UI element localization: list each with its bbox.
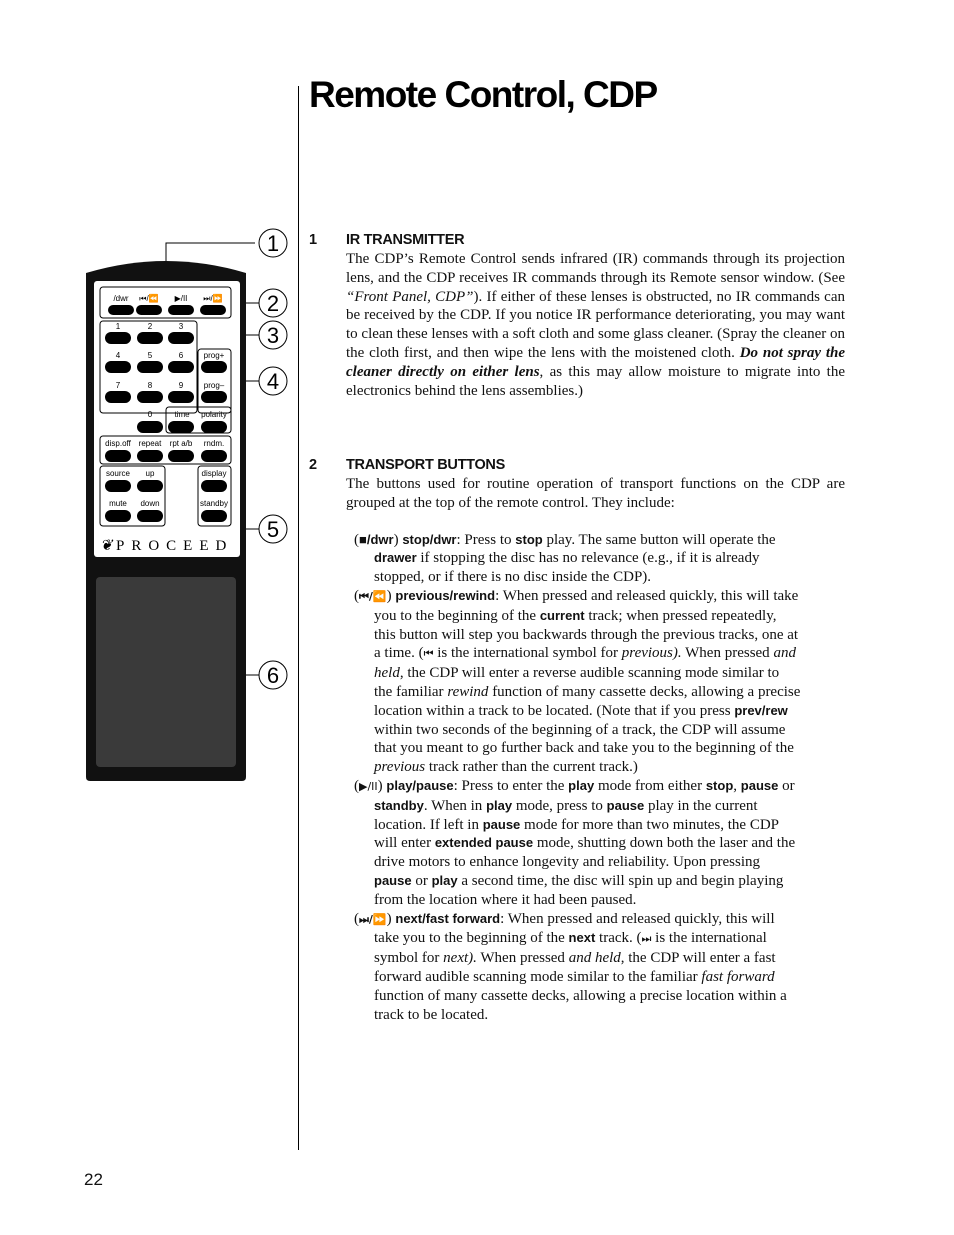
callout-6: 6: [266, 663, 280, 688]
section-heading: [309, 455, 845, 475]
section-number: 1: [309, 232, 317, 248]
key-label-0: 0: [147, 410, 153, 419]
key-label-prog-minus: prog–: [203, 381, 225, 390]
callout-5: 5: [266, 517, 280, 542]
key-label-9: 9: [178, 381, 184, 390]
callout-4: 4: [266, 369, 280, 394]
transport-label-next: ⏭/⏩: [203, 294, 223, 303]
button-list: [346, 531, 801, 1025]
key-label-up: up: [145, 469, 155, 478]
key-label-prog-plus: prog+: [203, 351, 225, 360]
section-number: 2: [309, 457, 317, 473]
remote-lens-window: [96, 577, 236, 767]
key-label-3: 3: [178, 322, 184, 331]
key-label-time: time: [174, 410, 190, 419]
key-label-5: 5: [147, 351, 153, 360]
key-label-rpt-ab: rpt a/b: [169, 439, 193, 448]
callout-circles: [259, 229, 287, 689]
section-body: [346, 475, 845, 1024]
key-label-standby: standby: [199, 499, 229, 508]
key-label-disp-off: disp.off: [105, 439, 131, 448]
key-label-4: 4: [115, 351, 121, 360]
section-transport-buttons: [309, 455, 845, 1024]
list-item-play: (▶/II) play/pause: Press to enter the play mode from either stop, pause or standby. When in play mode, press to pause play in the current location. If left in pause mode for more than two minutes, the CDP will enter extended pause mode, shutting down both the laser and the drive motors to enhance longevity and reliability. Upon pressing pause or play a second time, the disc will spin up and begin playing from the location where it had been paused.: [354, 777, 796, 908]
section-title: IR TRANSMITTER: [346, 232, 465, 248]
key-label-display: display: [201, 469, 227, 478]
transport-label-stop: /dwr: [113, 294, 129, 303]
list-item-next: (⏭/⏩) next/fast forward: When pressed and released quickly, this will take you to the beginning of the next track. (⏭ is the international symbol for next). When pressed and held, the CDP will enter a fast forward audible scanning mode similar to the familiar fast forward function of many cassette decks, allowing a precise location within a track to be located.: [354, 910, 787, 1023]
section-title: TRANSPORT BUTTONS: [346, 457, 505, 473]
key-label-down: down: [140, 499, 160, 508]
transport-label-play: ▶/II: [174, 294, 188, 303]
key-label-repeat: repeat: [138, 439, 162, 448]
page-title: Remote Control, CDP: [309, 74, 657, 115]
callout-1: 1: [266, 231, 280, 256]
section-ir-transmitter: [309, 230, 845, 400]
key-label-6: 6: [178, 351, 184, 360]
cross-reference: “Front Panel, CDP”: [346, 288, 474, 305]
key-label-mute: mute: [109, 499, 127, 508]
brand-logo: PROCEED: [116, 538, 234, 554]
list-item-stop: (■/dwr) stop/dwr: Press to stop play. The same button will operate the drawer if stopping the disc has no relevance (e.g., if it is already stopped, or if there is no disc inside the CDP).: [354, 531, 776, 586]
list-item-previous: (⏮/⏪) previous/rewind: When pressed and released quickly, this will take you to the beginning of the current track; when pressed repeatedly, this button will step you backwards through the previous tracks, one at a time. (⏮ is the international symbol for previous). When pressed and held, the CDP will enter a reverse audible scanning mode similar to the familiar rewind function of many cassette decks, allowing a precise location within a track to be located. (Note that if you press prev/rew within two seconds of the beginning of a track, the CDP will assume that you meant to go further back and take you to the beginning of the previous track rather than the current track.): [354, 587, 801, 776]
callout-2: 2: [266, 291, 280, 316]
warning-text: Do not spray the cleaner directly on either lens: [346, 344, 846, 380]
transport-label-prev: ⏮/⏪: [139, 294, 159, 303]
key-label-source: source: [105, 469, 131, 478]
section-body: [346, 250, 845, 400]
brand-mark-icon: ❦: [100, 538, 113, 554]
key-label-rndm: rndm.: [203, 439, 225, 448]
paragraph: The buttons used for routine operation of transport functions on the CDP are grouped at the top of the remote control. They include:: [346, 476, 845, 511]
remote-control-illustration: [0, 215, 300, 795]
key-label-7: 7: [115, 381, 121, 390]
key-label-2: 2: [147, 322, 153, 331]
key-label-8: 8: [147, 381, 153, 390]
callout-3: 3: [266, 323, 280, 348]
paragraph: The CDP’s Remote Control sends infrared (IR) commands through its projection lens, and the CDP receives IR commands through its Remote sensor window. (See “Front Panel, CDP”). If either of these lenses is obstructed, no IR commands can be received by the CDP. If you notice IR performance deteriorating, you may want to clean these lenses with a soft cloth and some glass cleaner. (Spray the cleaner on the cloth first, and then wipe the lens with the moistened cloth. Do not spray the cleaner directly on either lens, as this may allow moisture to migrate into the electronics behind the lens assemblies.): [346, 251, 846, 399]
key-label-polarity: polarity: [201, 410, 227, 419]
key-label-1: 1: [115, 322, 121, 331]
page-number: 22: [84, 1170, 103, 1189]
section-heading: [309, 230, 845, 250]
